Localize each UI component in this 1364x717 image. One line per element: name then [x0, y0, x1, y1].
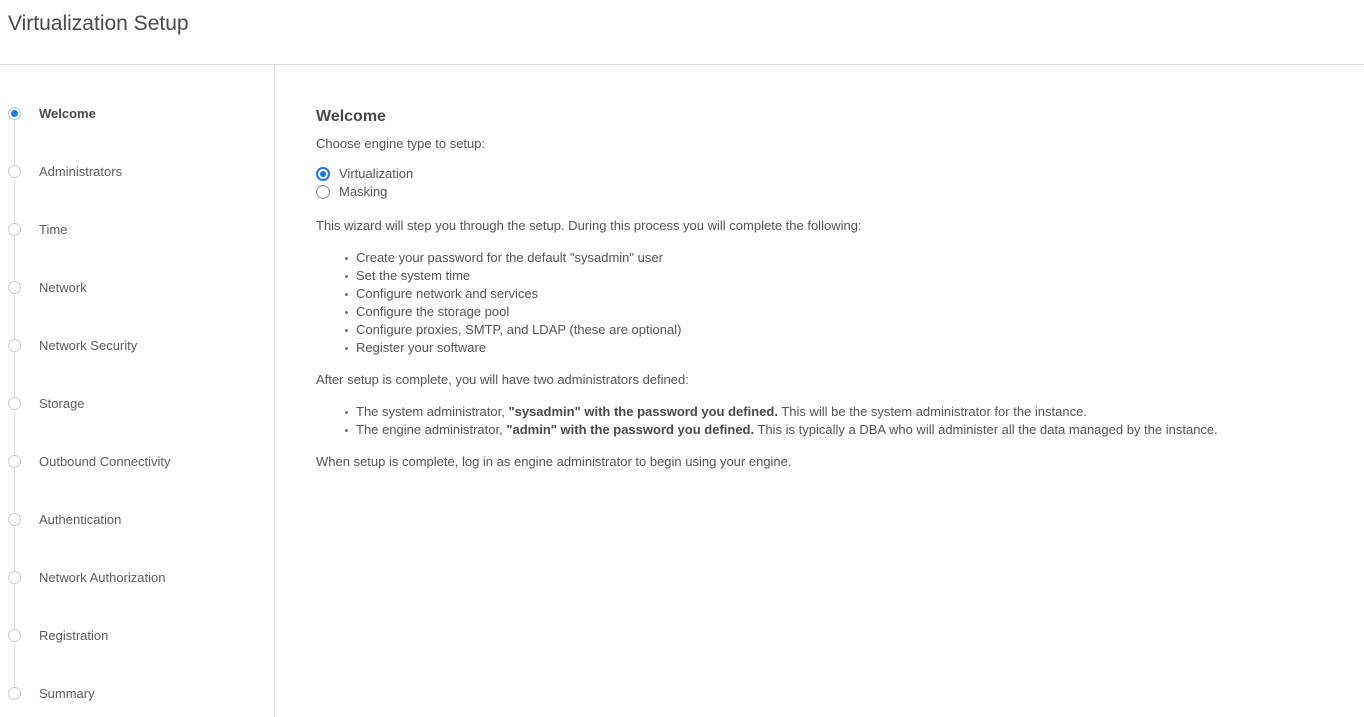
content-heading: Welcome — [316, 108, 386, 125]
setup-wizard-layout — [0, 65, 1364, 717]
setup-steps-list — [316, 249, 1334, 357]
admins-intro-text: After setup is complete, you will have two administrators defined: — [316, 372, 689, 387]
outro-text: When setup is complete, log in as engine administrator to begin using your engine. — [316, 454, 792, 469]
list-item: Configure the storage pool — [356, 303, 1334, 321]
engine-type-label: Choose engine type to setup: — [316, 136, 486, 151]
sidebar-step-welcome[interactable] — [0, 84, 274, 142]
sidebar-step-authentication[interactable] — [0, 490, 274, 548]
list-item: Configure proxies, SMTP, and LDAP (these are optional) — [356, 321, 1334, 339]
sidebar-step-network-authorization[interactable] — [0, 548, 274, 606]
list-item: Set the system time — [356, 267, 1334, 285]
step-label: Time — [39, 221, 68, 237]
list-item: Create your password for the default "sysadmin" user — [356, 249, 1334, 267]
sidebar-step-time[interactable] — [0, 200, 274, 258]
step-radio-icon — [8, 455, 21, 468]
setup-steps-sidebar — [0, 65, 275, 717]
radio-selected-icon[interactable] — [316, 167, 330, 181]
step-label: Network Authorization — [39, 569, 166, 585]
sidebar-step-registration[interactable] — [0, 606, 274, 664]
list-item: The system administrator, "sysadmin" with the password you defined. This will be the system administrator for the instance. — [356, 403, 1334, 421]
step-radio-icon — [8, 223, 21, 236]
step-label: Authentication — [39, 511, 122, 527]
engine-type-radio-group — [316, 165, 1334, 201]
step-radio-icon — [8, 165, 21, 178]
page-header — [0, 0, 1364, 65]
step-radio-icon — [8, 397, 21, 410]
step-radio-icon — [8, 339, 21, 352]
radio-label: Masking — [339, 184, 388, 199]
sidebar-step-administrators[interactable] — [0, 142, 274, 200]
sidebar-step-network-security[interactable] — [0, 316, 274, 374]
radio-unselected-icon[interactable] — [316, 185, 330, 199]
step-radio-icon — [8, 629, 21, 642]
welcome-step-content — [275, 65, 1364, 717]
sidebar-step-outbound-connectivity[interactable] — [0, 432, 274, 490]
list-item: Register your software — [356, 339, 1334, 357]
step-label: Registration — [39, 627, 109, 643]
sidebar-step-storage[interactable] — [0, 374, 274, 432]
step-label: Network Security — [39, 337, 138, 353]
list-item: The engine administrator, "admin" with the password you defined. This is typically a DBA who will administer all the data managed by the instance. — [356, 421, 1334, 439]
step-label: Network — [39, 279, 87, 295]
step-label: Storage — [39, 395, 85, 411]
page-title: Virtualization Setup — [8, 12, 189, 35]
step-radio-icon — [8, 513, 21, 526]
radio-label: Virtualization — [339, 166, 414, 181]
engine-option-virtualization[interactable] — [316, 165, 1334, 183]
step-label: Outbound Connectivity — [39, 453, 171, 469]
step-radio-icon — [8, 687, 21, 700]
sidebar-step-summary[interactable] — [0, 664, 274, 717]
step-radio-icon — [8, 281, 21, 294]
list-item: Configure network and services — [356, 285, 1334, 303]
step-label: Summary — [39, 685, 95, 701]
step-label: Administrators — [39, 163, 123, 179]
wizard-intro-text: This wizard will step you through the setup. During this process you will complete the following: — [316, 218, 862, 233]
step-radio-icon — [8, 571, 21, 584]
step-radio-selected-icon — [8, 107, 21, 120]
engine-option-masking[interactable] — [316, 183, 1334, 201]
administrators-list — [316, 403, 1334, 439]
sidebar-step-network[interactable] — [0, 258, 274, 316]
step-label: Welcome — [39, 105, 96, 121]
